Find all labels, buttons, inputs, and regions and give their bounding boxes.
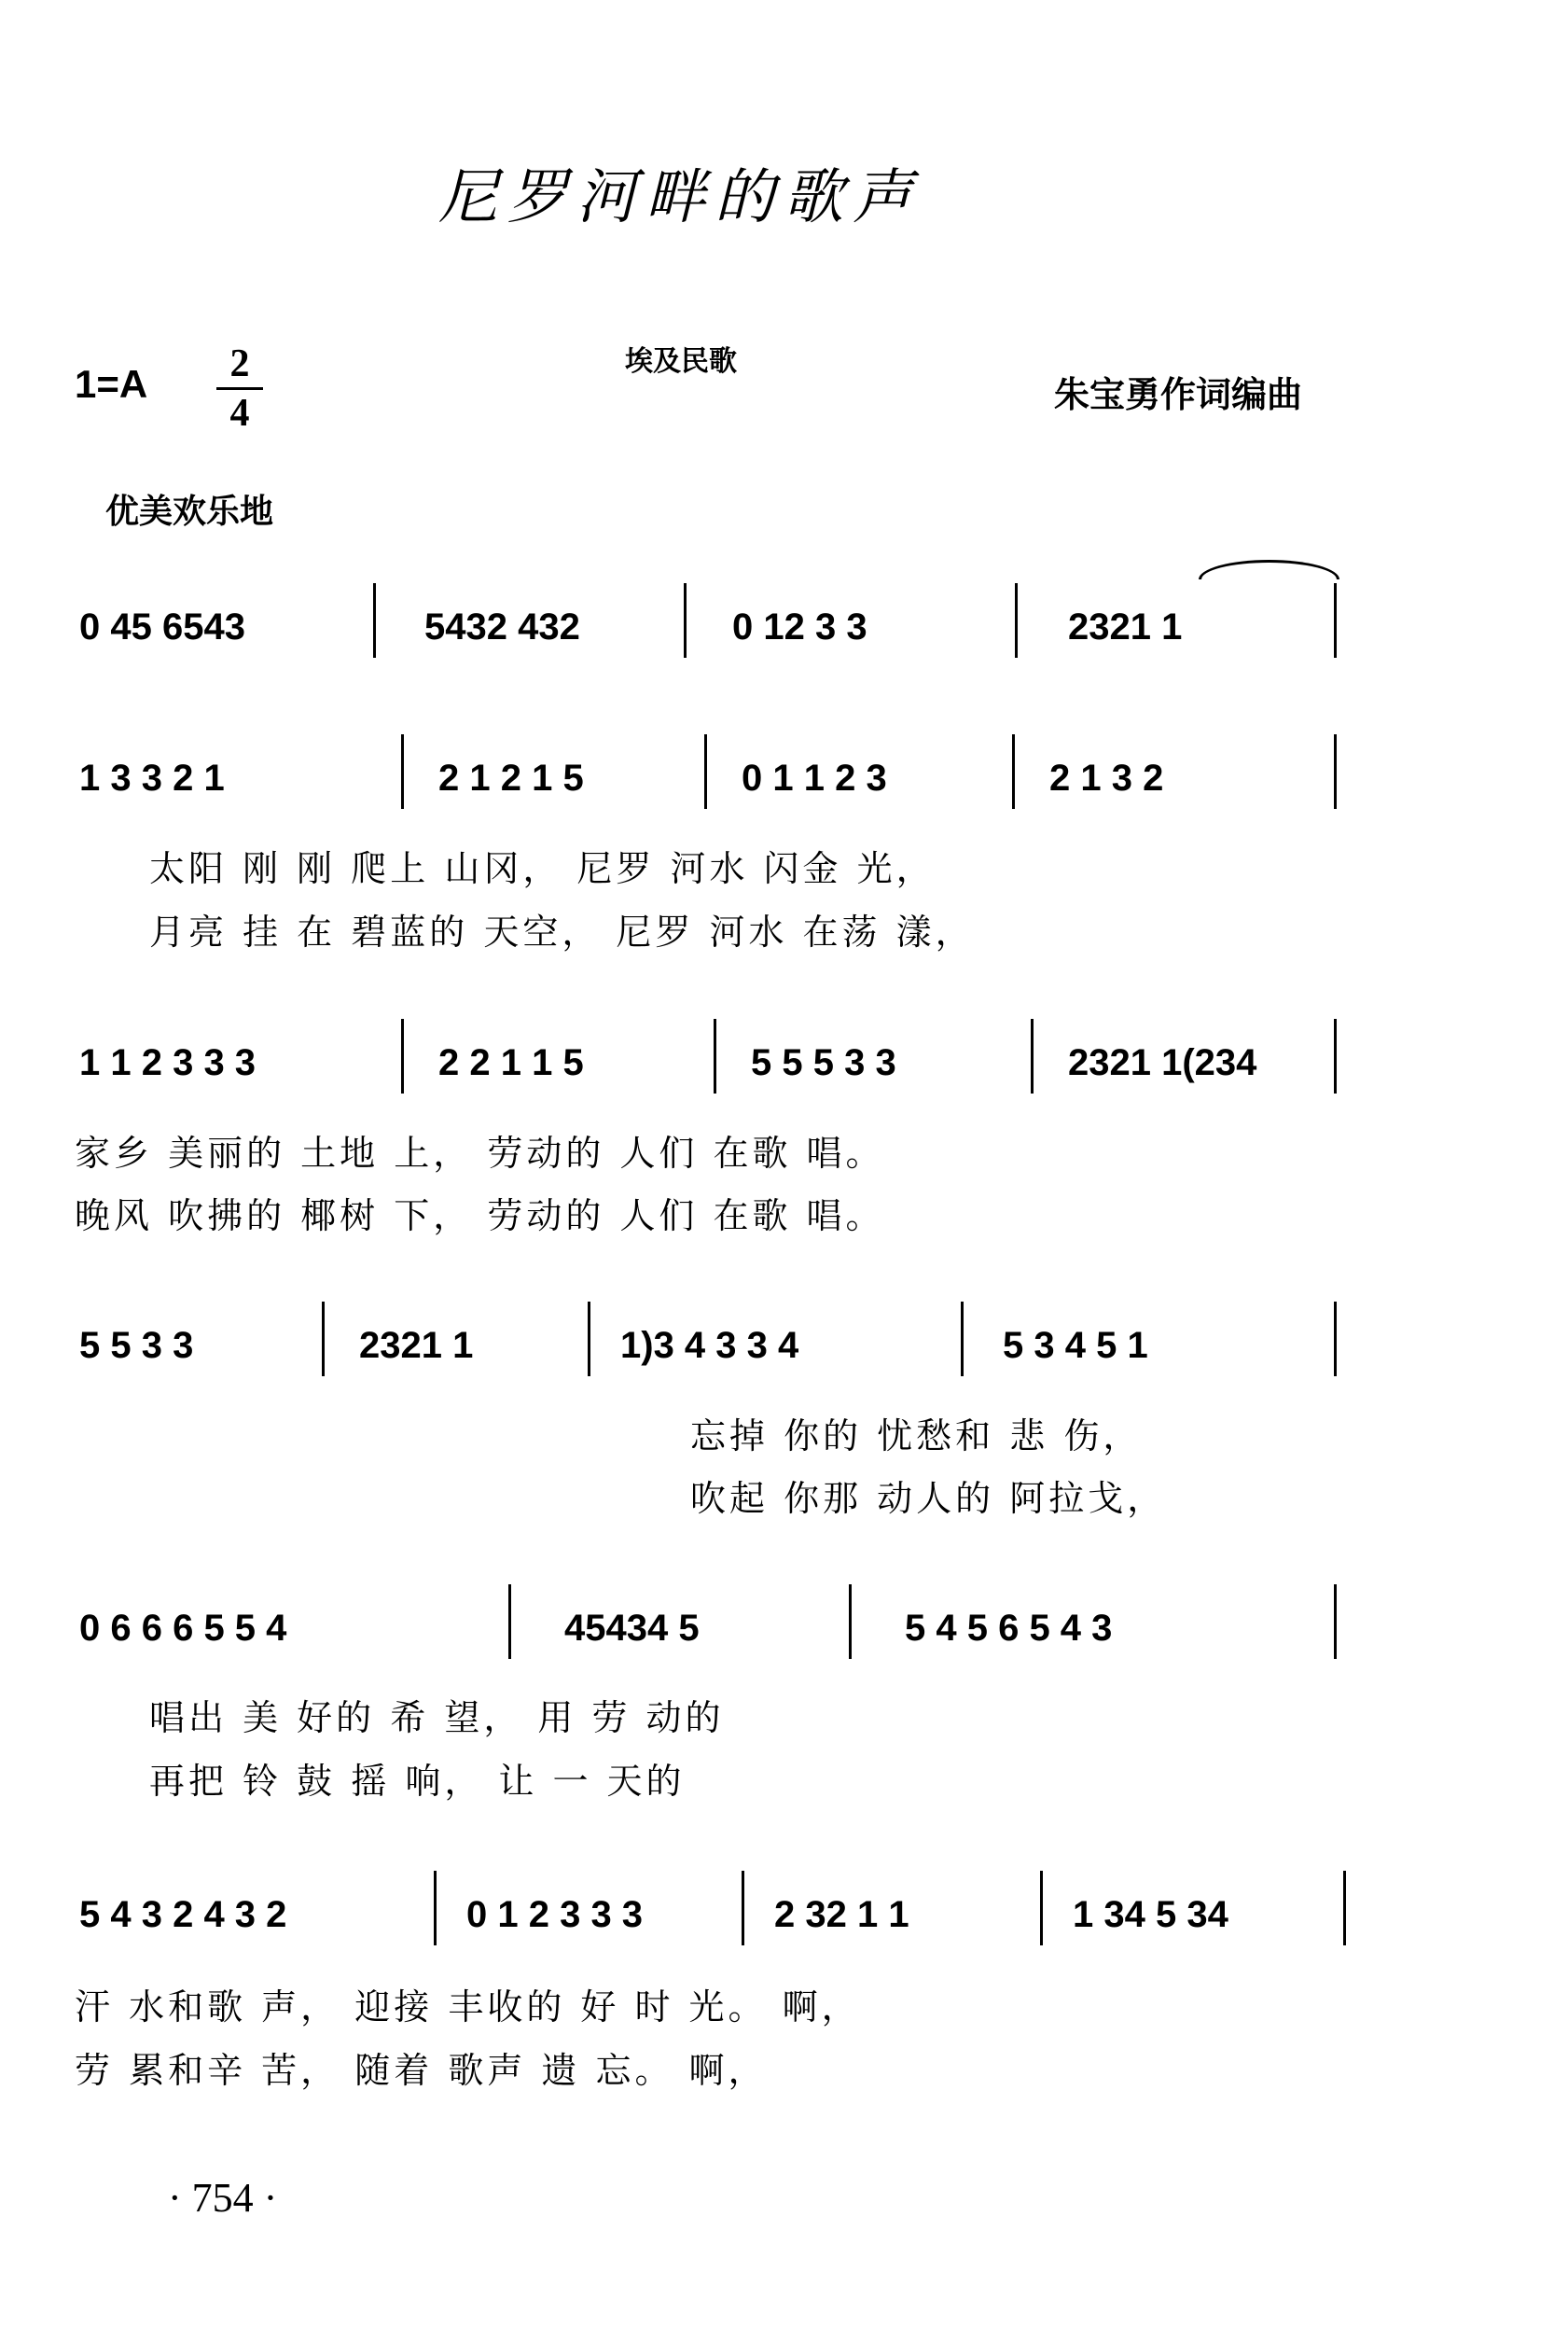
song-author: 朱宝勇作词编曲: [1054, 376, 1303, 415]
system-3: [79, 1042, 1339, 1108]
system-5: [79, 1608, 1339, 1673]
lyrics-verse-2: 月亮 挂 在 碧蓝的 天空， 尼罗 河水 在荡 漾，: [149, 912, 975, 953]
measure: 0 12 3 3: [732, 606, 867, 648]
barline: [1012, 734, 1015, 809]
measure: 5 4 3 2 4 3 2: [79, 1894, 287, 1935]
system-4: [79, 1325, 1339, 1390]
song-origin: 埃及民歌: [625, 346, 737, 377]
measure: 0 1 1 2 3: [742, 758, 887, 799]
lyrics-verse-1: 忘掉 你的 忧愁和 悲 伤，: [690, 1415, 1143, 1456]
system-1: [79, 606, 1339, 672]
measure: 0 1 2 3 3 3: [466, 1894, 644, 1935]
lyrics-verse-2: 吹起 你那 动人的 阿拉戈，: [690, 1478, 1167, 1519]
time-signature: [216, 341, 263, 437]
barline: [714, 1019, 716, 1094]
barline: [1334, 734, 1337, 809]
song-title: 尼罗河畔的歌声: [438, 163, 922, 232]
lyrics-verse-1: 汗 水和歌 声， 迎接 丰收的 好 时 光。 啊，: [75, 1986, 861, 2027]
lyrics-verse-1: 太阳 刚 刚 爬上 山冈， 尼罗 河水 闪金 光，: [149, 848, 936, 889]
measure: 1 3 3 2 1: [79, 758, 225, 799]
measure: 5432 432: [424, 606, 580, 648]
measure: 1 34 5 34: [1073, 1894, 1228, 1935]
barline: [1334, 1019, 1337, 1094]
barline: [849, 1584, 852, 1659]
time-sig-bottom: 4: [229, 392, 250, 435]
barline: [684, 583, 687, 658]
barline: [961, 1302, 964, 1376]
barline: [1031, 1019, 1034, 1094]
measure: 2 1 2 1 5: [438, 758, 584, 799]
barline: [742, 1871, 744, 1945]
measure: 1 1 2 3 3 3: [79, 1042, 257, 1083]
barline: [508, 1584, 511, 1659]
barline: [588, 1302, 590, 1376]
time-sig-divider: [216, 387, 263, 390]
lyrics-verse-2: 晚风 吹拂的 椰树 下， 劳动的 人们 在歌 唱。: [75, 1195, 885, 1236]
barline: [704, 734, 707, 809]
measure: 2321 1: [1068, 606, 1183, 648]
barline: [1334, 1584, 1337, 1659]
page-number: · 754 ·: [168, 2175, 278, 2221]
measure: 45434 5: [564, 1608, 700, 1649]
tie: [1199, 560, 1339, 579]
time-sig-top: 2: [229, 342, 250, 385]
measure: 2 1 3 2: [1049, 758, 1164, 799]
barline: [1343, 1871, 1346, 1945]
barline: [373, 583, 376, 658]
barline: [401, 1019, 404, 1094]
system-6: [79, 1894, 1348, 1959]
measure: 2321 1: [359, 1325, 474, 1366]
lyrics-verse-2: 劳 累和辛 苦， 随着 歌声 遗 忘。 啊，: [75, 2050, 768, 2091]
barline: [322, 1302, 325, 1376]
barline: [1015, 583, 1018, 658]
lyrics-verse-2: 再把 铃 鼓 摇 响， 让 一 天的: [149, 1761, 686, 1802]
measure: 5 5 5 3 3: [751, 1042, 896, 1083]
measure: 2 2 1 1 5: [438, 1042, 584, 1083]
system-2: [79, 758, 1339, 823]
barline: [1334, 583, 1337, 658]
barline: [401, 734, 404, 809]
lyrics-verse-1: 家乡 美丽的 土地 上， 劳动的 人们 在歌 唱。: [75, 1133, 885, 1174]
tempo-marking: 优美欢乐地: [105, 492, 274, 530]
measure: 5 5 3 3: [79, 1325, 194, 1366]
lyrics-verse-1: 唱出 美 好的 希 望， 用 劳 动的: [149, 1697, 725, 1738]
measure: 2321 1(234: [1068, 1042, 1257, 1083]
measure: 0 45 6543: [79, 606, 245, 648]
measure: 1)3 4 3 3 4: [620, 1325, 799, 1366]
measure: 5 3 4 5 1: [1003, 1325, 1148, 1366]
barline: [434, 1871, 437, 1945]
key-signature: 1=A: [75, 362, 148, 406]
measure: 2 32 1 1: [774, 1894, 909, 1935]
measure: 5 4 5 6 5 4 3: [905, 1608, 1113, 1649]
measure: 0 6 6 6 5 5 4: [79, 1608, 287, 1649]
barline: [1040, 1871, 1043, 1945]
barline: [1334, 1302, 1337, 1376]
